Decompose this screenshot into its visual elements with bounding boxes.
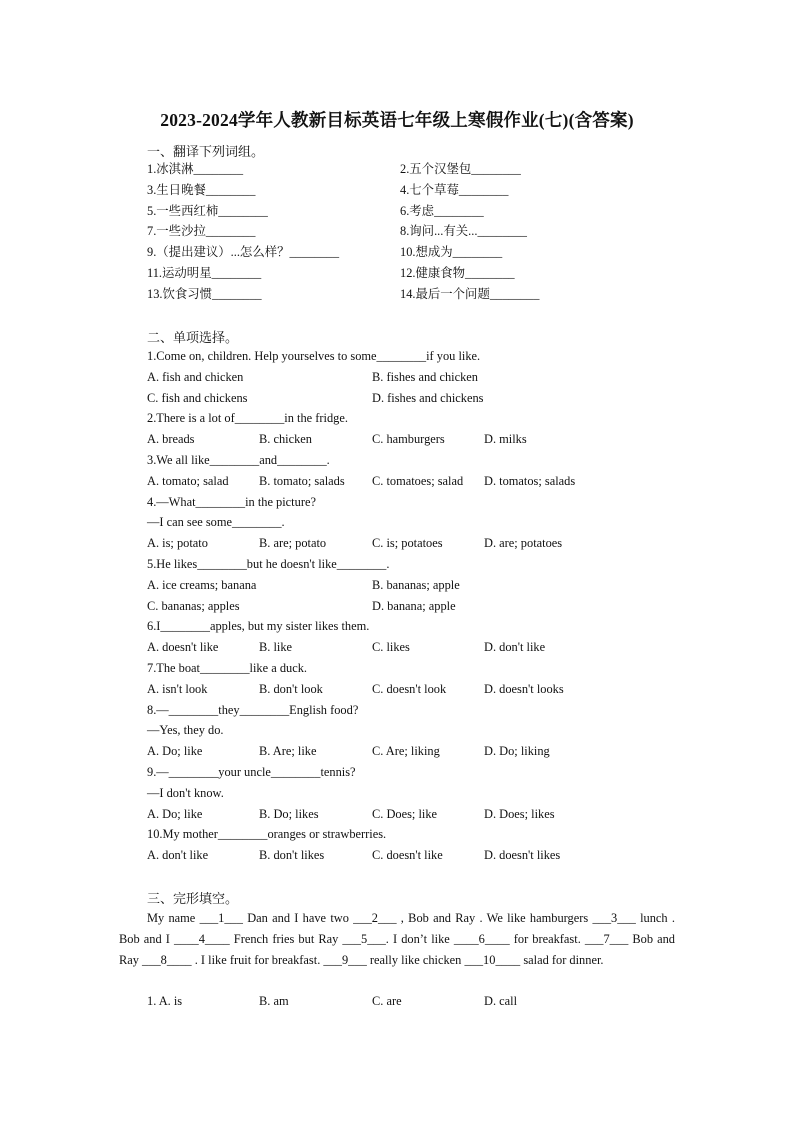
answer-option: A. doesn't like xyxy=(147,640,219,655)
translation-item: 1.冰淇淋________ xyxy=(147,162,244,176)
translation-item: 5.一些西红柿________ xyxy=(147,203,268,218)
question-stem: 7.The boat________like a duck. xyxy=(147,661,308,675)
translation-item: 8.询问...有关...________ xyxy=(400,224,528,239)
answer-option: A. breads xyxy=(147,432,195,447)
answer-option: B. fishes and chicken xyxy=(372,369,478,384)
answer-option: C. hamburgers xyxy=(372,432,445,447)
question-stem: 2.There is a lot of________in the fridge. xyxy=(147,411,348,426)
answer-option: D. are; potatoes xyxy=(484,536,563,551)
answer-option: A. is; potato xyxy=(147,536,208,551)
answer-option: A. Do; like xyxy=(147,806,203,821)
translation-item: 4.七个草莓________ xyxy=(400,182,509,197)
translation-item: 6.考虑________ xyxy=(400,203,484,218)
answer-option: A. isn't look xyxy=(147,681,208,696)
answer-option: A. Do; like xyxy=(147,744,203,759)
answer-option: C. bananas; apples xyxy=(147,598,240,613)
answer-option: D. Does; likes xyxy=(484,806,555,821)
question-stem: —I can see some________. xyxy=(147,515,285,530)
section2-heading: 二、单项选择。 xyxy=(147,330,239,345)
answer-option: C. fish and chickens xyxy=(147,390,248,405)
cloze-option: 1. A. is xyxy=(147,994,183,1008)
section1-heading: 一、翻译下列词组。 xyxy=(147,144,265,159)
section3-heading: 三、完形填空。 xyxy=(147,891,239,906)
translation-item: 14.最后一个问题________ xyxy=(400,286,540,301)
answer-option: D. Do; liking xyxy=(484,744,550,759)
question-stem: 1.Come on, children. Help yourselves to some________if you like. xyxy=(147,349,481,363)
answer-option: C. doesn't like xyxy=(372,848,443,863)
question-stem: 6.I________apples, but my sister likes them. xyxy=(147,619,370,634)
page-title: 2023-2024学年人教新目标英语七年级上寒假作业(七)(含答案) xyxy=(160,110,634,130)
question-stem: —I don't know. xyxy=(147,785,224,800)
question-stem: 9.—________your uncle________tennis? xyxy=(147,765,356,779)
question-stem: 5.He likes________but he doesn't like________. xyxy=(147,557,390,571)
translation-item: 13.饮食习惯________ xyxy=(147,286,262,301)
answer-option: A. ice creams; banana xyxy=(147,577,257,592)
answer-option: D. don't like xyxy=(484,640,546,655)
answer-option: B. don't likes xyxy=(259,848,325,863)
answer-option: B. like xyxy=(259,640,293,655)
answer-option: A. tomato; salad xyxy=(147,473,229,488)
answer-option: C. Are; liking xyxy=(372,744,440,759)
cloze-option: B. am xyxy=(259,994,289,1008)
answer-option: D. tomatos; salads xyxy=(484,473,576,488)
cloze-option: D. call xyxy=(484,994,518,1008)
answer-option: C. likes xyxy=(372,640,410,655)
question-stem: 8.—________they________English food? xyxy=(147,702,359,717)
translation-item: 2.五个汉堡包________ xyxy=(400,162,521,176)
answer-option: A. fish and chicken xyxy=(147,369,244,384)
question-stem: 10.My mother________oranges or strawberries. xyxy=(147,827,387,842)
answer-option: D. banana; apple xyxy=(372,598,456,613)
answer-option: D. doesn't looks xyxy=(484,681,564,696)
question-stem: 4.—What________in the picture? xyxy=(147,494,316,509)
translation-item: 10.想成为________ xyxy=(400,245,503,260)
answer-option: B. Do; likes xyxy=(259,806,319,821)
answer-option: D. milks xyxy=(484,432,527,447)
question-stem: —Yes, they do. xyxy=(147,723,224,738)
answer-option: B. are; potato xyxy=(259,536,327,551)
answer-option: C. tomatoes; salad xyxy=(372,473,464,488)
answer-option: C. Does; like xyxy=(372,806,438,821)
translation-item: 7.一些沙拉________ xyxy=(147,224,256,239)
answer-option: B. chicken xyxy=(259,432,312,447)
answer-option: C. is; potatoes xyxy=(372,536,443,551)
cloze-passage: My name ___1___ Dan and I have two ___2___ , Bob and Ray . We like hamburgers ___3___ lunch . Bob and I ____4____ French fries but Ray ___5___. I don’t like ____6____ for breakfast. ___7___ Bob and Ray ___8____ . I like fruit for breakfast. ___9___ really like chicken ___10____ salad for dinner. xyxy=(119,911,675,967)
translation-item: 11.运动明星________ xyxy=(147,266,262,280)
answer-option: A. don't like xyxy=(147,848,209,863)
question-stem: 3.We all like________and________. xyxy=(147,453,330,467)
translation-item: 12.健康食物________ xyxy=(400,266,515,280)
answer-option: B. bananas; apple xyxy=(372,577,460,592)
answer-option: C. doesn't look xyxy=(372,681,447,696)
answer-option: D. doesn't likes xyxy=(484,848,561,863)
cloze-option: C. are xyxy=(372,994,402,1008)
translation-item: 3.生日晚餐________ xyxy=(147,182,256,197)
answer-option: D. fishes and chickens xyxy=(372,390,484,405)
answer-option: B. don't look xyxy=(259,681,323,696)
translation-item: 9.（提出建议）...怎么样？________ xyxy=(147,245,340,260)
answer-option: B. tomato; salads xyxy=(259,473,345,488)
answer-option: B. Are; like xyxy=(259,744,317,759)
